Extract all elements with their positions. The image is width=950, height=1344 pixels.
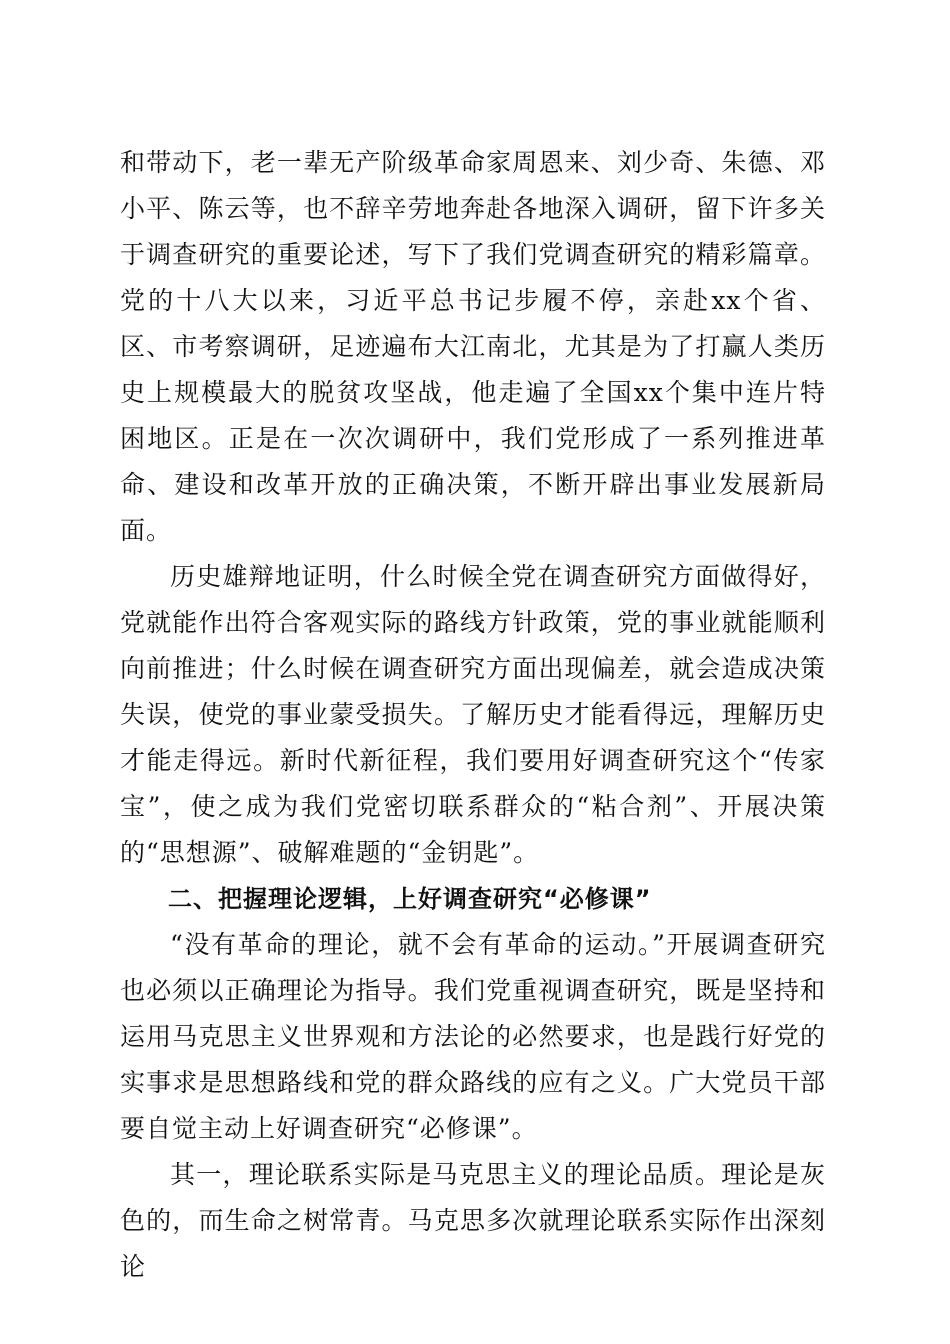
section-heading-theory-logic: 二、把握理论逻辑，上好调查研究“必修课”: [168, 885, 652, 913]
paragraph-revolutionary-theory: “没有革命的理论，就不会有革命的运动。”开展调查研究也必须以正确理论为指导。我们党重视调查研究，既是坚持和运用马克思主义世界观和方法论的必然要求，也是践行好党的实事求是思想路线和党的群众路线的应有之义。广大党员干部要自觉主动上好调查研究“必修课”。: [120, 930, 826, 1143]
document-body: [120, 140, 826, 1290]
paragraph-history-proves: 历史雄辩地证明，什么时候全党在调查研究方面做得好，党就能作出符合客观实际的路线方针政策，党的事业就能顺利向前推进；什么时候在调查研究方面出现偏差，就会造成决策失误，使党的事业蒙受损失。了解历史才能看得远，理解历史才能走得远。新时代新征程，我们要用好调查研究这个“传家宝”，使之成为我们党密切联系群众的“粘合剂”、开展决策的“思想源”、破解难题的“金钥匙”。: [120, 562, 826, 867]
paragraph-revolutionary-leaders-research: 和带动下，老一辈无产阶级革命家周恩来、刘少奇、朱德、邓小平、陈云等，也不辞辛劳地奔赴各地深入调研，留下许多关于调查研究的重要论述，写下了我们党调查研究的精彩篇章。党的十八大以来，习近平总书记步履不停，亲赴xx个省、区、市考察调研，足迹遍布大江南北，尤其是为了打赢人类历史上规模最大的脱贫攻坚战，他走遍了全国xx个集中连片特困地区。正是在一次次调研中，我们党形成了一系列推进革命、建设和改革开放的正确决策，不断开辟出事业发展新局面。: [120, 148, 826, 545]
paragraph-theory-practice: 其一，理论联系实际是马克思主义的理论品质。理论是灰色的，而生命之树常青。马克思多次就理论联系实际作出深刻论: [120, 1160, 826, 1281]
